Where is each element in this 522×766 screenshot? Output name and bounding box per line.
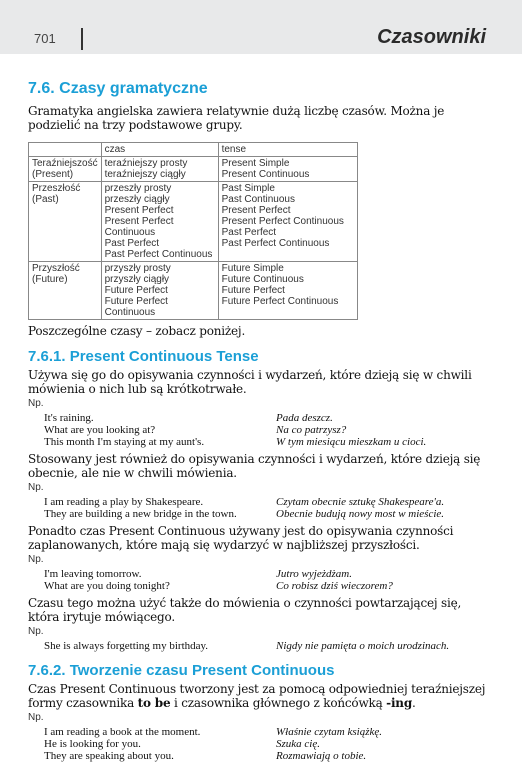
- example-list: [44, 640, 494, 652]
- example-row: [44, 436, 494, 448]
- example-polish: Nigdy nie pamięta o moich urodzinach.: [276, 640, 450, 652]
- paragraph: Używa się go do opisywania czynności i wydarzeń, które dzieją się w chwili mówienia o nich lub są krótkotrwałe.: [28, 368, 472, 396]
- tenses-table: [28, 142, 358, 320]
- example-polish: Czytam obecnie sztukę Shakespeare'a.: [276, 496, 445, 508]
- cell-line: Present Perfect: [104, 205, 174, 216]
- section-title-7-6-2: 7.6.2. Tworzenie czasu Present Continuous: [28, 662, 335, 679]
- example-polish: W tym miesiącu mieszkam u cioci.: [276, 436, 427, 448]
- section-title-7-6: 7.6. Czasy gramatyczne: [28, 80, 208, 97]
- example-row: [44, 750, 494, 762]
- text-span: i czasownika głównego z końcówką: [170, 696, 387, 710]
- table-row: [29, 262, 358, 320]
- example-row: [44, 508, 494, 520]
- example-english: I am reading a book at the moment.: [44, 726, 201, 738]
- example-english: She is always forgetting my birthday.: [44, 640, 209, 652]
- cell-line: przeszły ciągły: [104, 194, 170, 205]
- np-label: Np.: [28, 554, 44, 565]
- header-divider: [81, 28, 83, 50]
- example-list: [44, 496, 494, 520]
- example-english: What are you looking at?: [44, 424, 156, 436]
- table-cell: [101, 182, 218, 262]
- example-polish: Szuka cię.: [276, 738, 320, 750]
- example-row: [44, 640, 494, 652]
- example-polish: Pada deszcz.: [276, 412, 333, 424]
- cell-line: Present Continuous: [221, 169, 310, 180]
- example-english: I'm leaving tomorrow.: [44, 568, 142, 580]
- np-label: Np.: [28, 626, 44, 637]
- example-polish: Jutro wyjeżdżam.: [276, 568, 352, 580]
- cell-line: Przyszłość: [32, 263, 80, 274]
- paragraph: Czasu tego można użyć także do mówienia o czynności powtarzającej się, która irytuje mówiącego.: [28, 596, 462, 624]
- example-row: [44, 738, 494, 750]
- np-label: Np.: [28, 398, 44, 409]
- example-english: I am reading a play by Shakespeare.: [44, 496, 204, 508]
- table-cell: [101, 262, 218, 320]
- example-row: [44, 580, 494, 592]
- cell-line: Future Perfect: [104, 285, 168, 296]
- example-polish: Na co patrzysz?: [276, 424, 347, 436]
- np-label: Np.: [28, 482, 44, 493]
- example-english: They are speaking about you.: [44, 750, 174, 762]
- bold-term: -ing: [386, 696, 413, 710]
- example-list: [44, 726, 494, 762]
- cell-line: Present Perfect Continuous: [221, 216, 344, 227]
- table-cell: [101, 157, 218, 182]
- paragraph: [28, 682, 494, 710]
- cell-line: Teraźniejszość: [32, 158, 98, 169]
- example-english: He is looking for you.: [44, 738, 141, 750]
- table-row: [29, 182, 358, 262]
- page-number: 701: [34, 31, 56, 46]
- cell-line: (Past): [32, 194, 59, 205]
- example-english: What are you doing tonight?: [44, 580, 170, 592]
- cell-line: Przeszłość: [32, 183, 81, 194]
- cell-line: Future Simple: [221, 263, 284, 274]
- cell-line: teraźniejszy prosty: [104, 158, 188, 169]
- example-polish: Obecnie budują nowy most w mieście.: [276, 508, 445, 520]
- cell-line: teraźniejszy ciągły: [104, 169, 186, 180]
- paragraph: Stosowany jest również do opisywania czynności i wydarzeń, które dzieją się obecnie, ale nie w chwili mówienia.: [28, 452, 481, 480]
- cell-line: Past Continuous: [221, 194, 295, 205]
- table-cell: [29, 262, 102, 320]
- cell-line: Present Perfect Continuous: [104, 216, 174, 238]
- example-row: [44, 412, 494, 424]
- example-row: [44, 726, 494, 738]
- cell-line: (Present): [32, 169, 74, 180]
- example-list: [44, 412, 494, 448]
- example-english: They are building a new bridge in the town.: [44, 508, 237, 520]
- cell-line: (Future): [32, 274, 68, 285]
- cell-line: przyszły prosty: [104, 263, 171, 274]
- table-cell: [29, 157, 102, 182]
- example-list: [44, 568, 494, 592]
- example-row: [44, 424, 494, 436]
- table-cell: [218, 157, 357, 182]
- table-header-row: [29, 143, 358, 157]
- page-header: [0, 0, 522, 54]
- cell-line: przeszły prosty: [104, 183, 172, 194]
- cell-line: Present Simple: [221, 158, 290, 169]
- cell-line: Past Perfect Continuous: [221, 238, 330, 249]
- page-content: [28, 80, 494, 766]
- paragraph: Ponadto czas Present Continuous używany jest do opisywania czynności zaplanowanych, które mają się wydarzyć w najbliższej przyszłości.: [28, 524, 454, 552]
- cell-line: Present Perfect: [221, 205, 291, 216]
- example-polish: Właśnie czytam książkę.: [276, 726, 382, 738]
- table-header-cell: czas: [101, 143, 218, 157]
- section-7-6-after: Poszczególne czasy – zobacz poniżej.: [28, 324, 246, 338]
- table-cell: [29, 182, 102, 262]
- cell-line: Past Simple: [221, 183, 275, 194]
- example-english: It's raining.: [44, 412, 94, 424]
- cell-line: Future Perfect Continuous: [221, 296, 339, 307]
- text-span: .: [412, 696, 416, 710]
- table-row: [29, 157, 358, 182]
- section-title-7-6-1: 7.6.1. Present Continuous Tense: [28, 348, 259, 365]
- section-7-6-intro: Gramatyka angielska zawiera relatywnie dużą liczbę czasów. Można je podzielić na trzy podstawowe grupy.: [28, 104, 445, 132]
- text-span: Czas Present Continuous tworzony jest za pomocą odpowiedniej teraźniejszej formy czasownika: [28, 682, 486, 710]
- cell-line: Past Perfect: [104, 238, 160, 249]
- np-label: Np.: [28, 712, 44, 723]
- table-header-cell: [29, 143, 102, 157]
- table-cell: [218, 262, 357, 320]
- cell-line: Past Perfect: [221, 227, 277, 238]
- cell-line: przyszły ciągły: [104, 274, 170, 285]
- cell-line: Future Perfect Continuous: [104, 296, 168, 318]
- cell-line: Past Perfect Continuous: [104, 249, 213, 260]
- example-row: [44, 568, 494, 580]
- cell-line: Future Continuous: [221, 274, 304, 285]
- example-polish: Rozmawiają o tobie.: [276, 750, 367, 762]
- table-cell: [218, 182, 357, 262]
- table-header-cell: tense: [218, 143, 357, 157]
- cell-line: Future Perfect: [221, 285, 285, 296]
- bold-term: to be: [137, 696, 171, 710]
- example-english: This month I'm staying at my aunt's.: [44, 436, 205, 448]
- example-row: [44, 496, 494, 508]
- chapter-title: Czasowniki: [377, 26, 486, 48]
- example-polish: Co robisz dziś wieczorem?: [276, 580, 393, 592]
